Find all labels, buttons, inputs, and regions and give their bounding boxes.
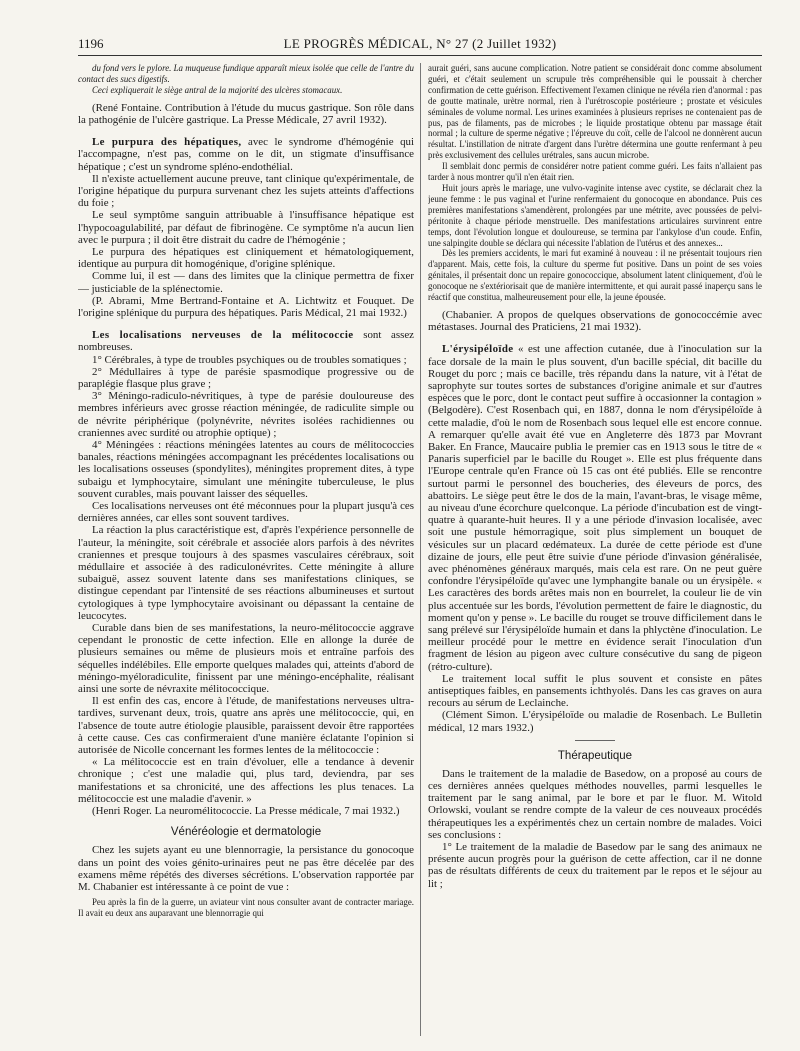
paragraph: Le seul symptôme sanguin attribuable à l'insuffisance hépatique est l'hypocoagulabilité, par défaut de fibrinogène. Ce symptôme n'a aucun lien avec le purpura ; il doit être distrait du cadre de l'hémogénie ; bbox=[78, 209, 414, 246]
paragraph: La réaction la plus caractéristique est, d'après l'expérience personnelle de l'auteur, la méningite, soit cérébrale et associée alors parfois à des névrites craniennes et presque toujours à des spasmes vasculaires cérébraux, soit médullaire et associée à des radiculonévrites. Cette méningite à allure subaiguë, assez souvent latente dans ses manifestations cliniques, se distingue cependant par l'intensité de ses réactions albumineuses et surtout cytologiques à type lymphocytaire avoisinant ou dépassant la centaine de leucocytes. bbox=[78, 524, 414, 622]
paragraph: 1° Le traitement de la maladie de Basedow par le sang des animaux ne présente aucun progrès pour la guérison de cette affection, car il ne donne pas de résultats différents de ceux du traitement par le repos et le séjour au lit ; bbox=[428, 841, 762, 890]
quotation: « La mélitococcie est en train d'évoluer, elle a tendance à devenir chronique ; c'est une maladie qui, plus tard, deviendra, par ses manifestations et sa chronicité, une des affections les plus tenaces. La mélitococcie est une maladie d'avenir. » bbox=[78, 756, 414, 805]
section-heading: Thérapeutique bbox=[557, 749, 633, 762]
small-print-observation: Huit jours après le mariage, une vulvo-vaginite intense avec cystite, se déclarait chez la jeune femme : le pus vaginal et l'urine renfermaient du gonocoque en abondance. Puis ces premières manifestations s'amendèrent, prolongées par une métrite, avec poussées de pelvi-péritonite à chaque période menstruelle. Des manifestations articulaires survinrent entre temps, dont l'évolution longue et douloureuse, se termina par l'ankylose d'un coude. Enfin, une salpingite double se déclara qui nécessite l'ablation de l'utérus et des annexes... bbox=[428, 182, 762, 248]
paragraph: Il n'existe actuellement aucune preuve, tant clinique qu'expérimentale, de l'origine hépatique du purpura survenant chez les sujets atteints d'affections du foie ; bbox=[78, 172, 414, 210]
list-item: 2° Médullaires à type de parésie spasmodique progressive ou de paraplégie flasque plus grave ; bbox=[78, 365, 414, 390]
reference: (Chabanier. A propos de quelques observations de gonococcémie avec métastases. Journal des Praticiens, 21 mai 1932). bbox=[428, 308, 762, 334]
page-header bbox=[78, 36, 762, 58]
italic-excerpt: Ceci expliquerait le siège antral de la majorité des ulcères stomacaux. bbox=[92, 84, 343, 95]
reference: (Henri Roger. La neuromélitococcie. La Presse médicale, 7 mai 1932.) bbox=[92, 805, 400, 818]
article-lead: L'érysipéloïde bbox=[442, 343, 514, 356]
small-print-observation: Il semblait donc permis de considérer notre patient comme guéri. Les faits n'allaient pas tarder à nous montrer qu'il n'en était rien. bbox=[428, 161, 762, 183]
paragraph: Ces localisations nerveuses ont été méconnues pour la plupart jusqu'à ces dernières années, car elles sont souvent tardives. bbox=[78, 500, 414, 525]
reference: (René Fontaine. Contribution à l'étude du mucus gastrique. Son rôle dans la pathogénie de l'ulcère gastrique. La Presse Médicale, 27 avril 1932). bbox=[78, 101, 414, 126]
list-item: 3° Méningo-radiculo-névritiques, à type de parésie douloureuse des membres inférieurs avec grosse réaction méningée, de radiculite simple ou de névrite périphérique (polynévrite, névrites isolées rachidiennes ou craniennes avec surdité ou atrophie optique) ; bbox=[78, 390, 414, 439]
left-column bbox=[78, 63, 414, 1036]
paragraph: Le purpura des hépatiques est cliniquement et hématologiquement, identique au purpura dit homogénique, d'origine splénique. bbox=[78, 245, 414, 271]
article-erysipeloide: L'érysipéloïde « est une affection cutanée, due à l'inoculation sur la face dorsale de la main le plus souvent, d'un bacille spécial, dit bacille du Rouget du porc ; mais ce bacille, très répandu dans la nature, vit à l'état de saprophyte sur toutes sortes de substances d'origine animale et sur d'autres espèces que le porc, dont le contact peut suffire à occasionner la contagion » (Belgodère). C'est Rosenbach qui, en 1887, donna le nom d'érysipéloïde à cette maladie, d'où le nom de Rosenbach sous lequel elle est encore connue. A remarquer qu'elle avait été vue en Angleterre dès 1873 par Movrant Baker. En France, Maucaire publia le premier cas en 1913 sous le titre de « Panaris superficiel par le bacille du Rouget ». Elle est plus fréquente dans l'Europe centrale qu'en France où 15 cas ont été publiés. Elle se rencontre surtout parmi le personnel des boucheries, des éleveurs de porcs, des abattoirs. Le siège peut être le dos de la main, l'avant-bras, le visage même, au niveau d'une écorchure quelconque. La période d'incubation est de vingt-quatre à quarante-huit heures. Il y a une période d'invasion localisée, avec soit une pustule hémorragique, soit plus simplement un bouquet de vésicules sur un placard œdémateux. La durée de cette période est d'une dizaine de jours, elle peut être suivie d'une période d'invasion généralisée, avec phénomènes généraux marqués, mais cela est rare. On ne peut guère confondre l'érysipéloïde qu'avec une lymphangite banale ou un érysipèle. « Les caractères des bords arêtes mais non en bourrelet, la couleur lie de vin plus accentuée sur les bords, l'évolution permettent de faire le diagnostic, du moment qu'on y pense ». Le bacille du rouget se trouve difficilement dans le sang prélevé sur l'érysipéloïde humain et dans la phlyctène d'inoculation. Le meilleur procédé pour le mettre en évidence serait l'inoculation d'un fragment de lésion au pigeon avec culture consécutive du sang de pigeon (rétro-culture). bbox=[428, 343, 762, 673]
two-column-body bbox=[78, 63, 762, 1036]
header-rule bbox=[78, 55, 762, 56]
article-purpura: Le purpura des hépatiques, avec le syndrome d'hémogénie qui l'accompagne, n'est pas, comme on le dit, un stigmate d'insuffisance hépatique ; c'est un syndrome spléno-endothélial. bbox=[78, 136, 414, 173]
paragraph: Comme lui, il est — dans des limites que la clinique permettra de fixer — justiciable de la splénectomie. bbox=[78, 270, 414, 295]
article-melitococcie: Les localisations nerveuses de la mélitococcie sont assez nombreuses. bbox=[78, 329, 414, 354]
small-print-observation: aurait guéri, sans aucune complication. Notre patient se considérait donc comme absolument guéri, et c'était seulement un scrupule très compréhensible qui le poussait à chercher confirmation de cette guérison. Effectivement l'examen clinique ne révéla rien d'anormal : pas de goutte matinale, urètre normal, rien à l'urétroscopie postérieure ; prostate et vésicules séminales de volume normal. Les urines examinées à plusieurs reprises ne contenaient pas de pus, pas de filaments, pas de microbes ; le liquide prostatique obtenu par massage était normal ; la culture de sperme négative ; l'épreuve du coït, celle de l'alcool ne donnèrent aucun résultat. L'instillation de nitrate d'argent dans l'urètre détermina une goutte renfermant à peu près exclusivement des cellules urétrales, sans aucun microbe. bbox=[428, 63, 762, 161]
journal-page bbox=[78, 36, 762, 1036]
paragraph: Dans le traitement de la maladie de Basedow, on a proposé au cours de ces dernières années quelques méthodes nouvelles, parmi lesquelles le traitement par le sang animal, par le bore et par le fluor. M. Witold Orlowski, voulant se rendre compte de la valeur de ces nouveaux procédés thérapeutiques les a expérimentés chez un certain nombre de malades. Voici ses conclusions : bbox=[428, 767, 762, 841]
article-lead: Les localisations nerveuses de la mélitococcie bbox=[92, 329, 354, 342]
paragraph: Curable dans bien de ses manifestations, la neuro-mélitococcie aggrave cependant le pronostic de cette infection. Elle en allonge la durée de plusieurs semaines ou même de plusieurs mois et entraîne parfois des séquelles indélébiles. Elle emporte quelques malades qui, atteints d'abord de méningo-myéloradiculite, finissent par une méningo-encéphalite, réalisant ainsi une sorte de névraxite mélitococcique. bbox=[78, 622, 414, 696]
list-item: 1° Cérébrales, à type de troubles psychiques ou de troubles somatiques ; bbox=[92, 353, 407, 366]
italic-excerpt: du fond vers le pylore. La muqueuse fundique apparaît mieux isolée que celle de l'antre du contact des sucs digestifs. bbox=[78, 63, 414, 84]
reference: (Clément Simon. L'érysipéloïde ou maladie de Rosenbach. Le Bulletin médical, 12 mars 1932.) bbox=[428, 709, 762, 734]
reference: (P. Abrami, Mme Bertrand-Fontaine et A. Lichtwitz et Fouquet. De l'origine splénique du purpura des hépatiques. Paris Médical, 21 mai 1932.) bbox=[78, 294, 414, 319]
list-item: 4° Méningées : réactions méningées latentes au cours de mélitococcies banales, réactions méningées accompagnant les précédentes localisations ou les localisations osseuses (spondylites), méningites proprement dites, à type subaigu et lymphocytaire, simulant une méningite tuberculeuse, le plus souvent curables, mais pouvant laisser des séquelles. bbox=[78, 439, 414, 500]
article-lead: Le purpura des hépatiques, bbox=[92, 136, 242, 149]
small-print-observation: Dès les premiers accidents, le mari fut examiné à nouveau : il ne présentait toujours rien d'apparent. Mais, cette fois, la culture du sperme fut positive. Dans un point de ses voies génitales, il présentait donc un repaire gonococcique, absolument latent cliniquement, d'où le gonocoque ne s'extériorisait que de manière intermittente, et qui aurait passé inaperçu sans le réactif que constitua, malheureusement pour elle, la jeune épousée. bbox=[428, 248, 762, 303]
section-separator bbox=[575, 740, 615, 741]
small-print-observation: Peu après la fin de la guerre, un aviateur vint nous consulter avant de contracter mariage. Il avait eu deux ans auparavant une blennorragie qui bbox=[78, 897, 414, 919]
paragraph: Chez les sujets ayant eu une blennorragie, la persistance du gonocoque dans un point des voies génito-urinaires peut ne pas être décelée par des examens même répétés des diverses sécrétions. L'observation rapportée par M. Chabanier est intéressante à ce point de vue : bbox=[78, 844, 414, 893]
paragraph: Le traitement local suffit le plus souvent et consiste en pâtes antiseptiques faibles, en pansements ichthyolés. Dans les cas graves on aura recours au sérum de Leclainche. bbox=[428, 672, 762, 710]
column-divider bbox=[420, 63, 421, 1036]
section-heading: Vénéréologie et dermatologie bbox=[170, 826, 322, 839]
page-number: 1196 bbox=[78, 36, 104, 51]
paragraph: Il est enfin des cas, encore à l'étude, de manifestations nerveuses ultra-tardives, survenant deux, trois, quatre ans après une mélitococcie, qui, en l'absence de toute autre étiologie plausible, paraissent devoir être rapportées à cette cause. Ces cas confirmeraient d'une manière éclatante l'opinion si autorisée de Nicolle concernant les formes lentes de la mélitococcie : bbox=[78, 695, 414, 757]
right-column bbox=[428, 63, 762, 1036]
journal-title: LE PROGRÈS MÉDICAL, N° 27 (2 Juillet 1932) bbox=[283, 36, 557, 51]
